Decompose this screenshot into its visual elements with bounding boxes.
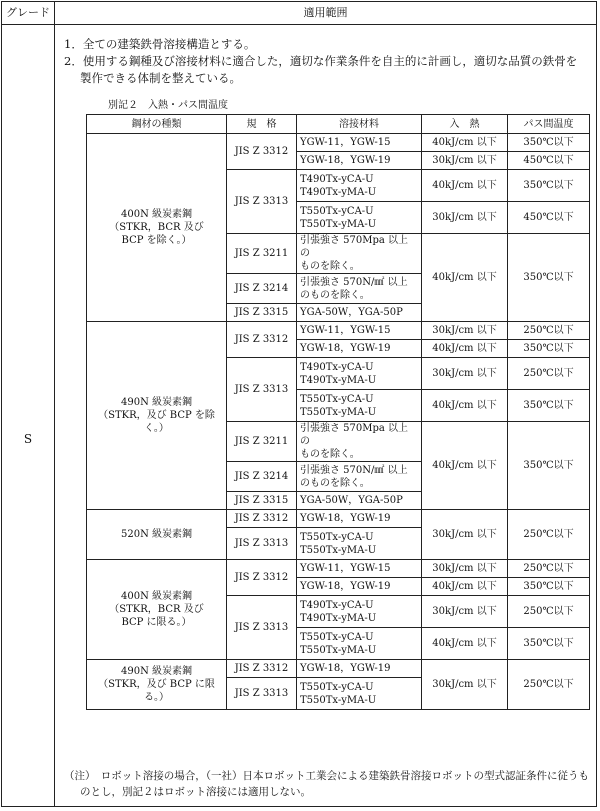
standard-cell bbox=[227, 560, 297, 596]
grade-divider bbox=[54, 24, 55, 806]
weld-material-line: YGW-11，YGW-15 bbox=[300, 563, 391, 574]
heat-input-text: 40kJ/cm 以下 bbox=[432, 460, 497, 471]
standard-cell bbox=[227, 274, 297, 304]
weld-material-line: T490Tx-yCA-U bbox=[300, 599, 374, 611]
standard-cell bbox=[227, 492, 297, 510]
interpass-temp-text: 350℃以下 bbox=[523, 581, 574, 592]
interpass-temp-text: 250℃以下 bbox=[523, 606, 574, 617]
document-frame bbox=[1, 1, 597, 807]
standard-text: JIS Z 3312 bbox=[234, 572, 289, 583]
col-header-heat-input: 入 熱 bbox=[422, 115, 508, 134]
interpass-temp-cell bbox=[508, 628, 590, 660]
heat-input-cell bbox=[422, 234, 508, 322]
material-line: BCP を除く。） bbox=[121, 235, 192, 246]
standard-text: JIS Z 3312 bbox=[234, 334, 289, 345]
standard-cell bbox=[227, 678, 297, 710]
header-row bbox=[2, 2, 596, 25]
heat-input-text: 40kJ/cm 以下 bbox=[432, 343, 497, 354]
heat-input-cell bbox=[422, 134, 508, 152]
interpass-temp-text: 350℃以下 bbox=[523, 272, 574, 283]
interpass-temp-text: 350℃以下 bbox=[523, 460, 574, 471]
material-cell bbox=[87, 134, 227, 322]
intro-line-3: 製作できる体制を整えている。 bbox=[80, 71, 241, 85]
interpass-temp-cell bbox=[508, 152, 590, 170]
standard-text: JIS Z 3313 bbox=[234, 622, 289, 633]
heat-input-text: 30kJ/cm 以下 bbox=[432, 679, 497, 690]
weld-material-line: T490Tx-yCA-U bbox=[300, 173, 374, 185]
standard-cell bbox=[227, 234, 297, 274]
weld-material-cell bbox=[297, 596, 422, 628]
material-line: 490N 級炭素鋼 bbox=[120, 666, 192, 677]
weld-material-line: のものを除く。 bbox=[300, 289, 370, 301]
weld-material-cell bbox=[297, 510, 422, 528]
standard-text: JIS Z 3211 bbox=[234, 248, 289, 259]
weld-material-cell bbox=[297, 390, 422, 422]
interpass-temp-cell bbox=[508, 340, 590, 358]
heat-input-cell bbox=[422, 202, 508, 234]
interpass-temp-text: 450℃以下 bbox=[523, 155, 574, 166]
weld-material-line: YGW-18，YGW-19 bbox=[300, 663, 391, 674]
weld-material-cell bbox=[297, 340, 422, 358]
material-line: （STKR，及び BCP を除く。） bbox=[98, 410, 215, 434]
weld-material-cell bbox=[297, 462, 422, 492]
interpass-temp-cell bbox=[508, 322, 590, 340]
heat-input-table bbox=[86, 114, 590, 710]
intro-line-1: 1．全ての建築鉄骨溶接構造とする。 bbox=[64, 37, 256, 51]
interpass-temp-text: 450℃以下 bbox=[523, 212, 574, 223]
footnote-line-1: （注） ロボット溶接の場合，（一社）日本ロボット工業会による建築鉄骨溶接ロボットの型式認証条件に従うも bbox=[64, 770, 589, 782]
heat-input-text: 30kJ/cm 以下 bbox=[432, 155, 497, 166]
interpass-temp-cell bbox=[508, 510, 590, 560]
material-line: （STKR，BCR 及び bbox=[109, 222, 204, 233]
standard-text: JIS Z 3315 bbox=[234, 307, 289, 318]
weld-material-cell bbox=[297, 170, 422, 202]
weld-material-line: T490Tx-yCA-U bbox=[300, 361, 374, 373]
heat-input-text: 30kJ/cm 以下 bbox=[432, 529, 497, 540]
weld-material-line: のものを除く。 bbox=[300, 477, 370, 489]
material-line: 490N 級炭素鋼 bbox=[120, 397, 192, 408]
standard-text: JIS Z 3312 bbox=[234, 513, 289, 524]
heat-input-cell bbox=[422, 422, 508, 510]
standard-text: JIS Z 3313 bbox=[234, 688, 289, 699]
interpass-temp-cell bbox=[508, 390, 590, 422]
grade-value: S bbox=[23, 432, 33, 446]
interpass-temp-cell bbox=[508, 560, 590, 578]
standard-text: JIS Z 3313 bbox=[234, 196, 289, 207]
weld-material-line: 引張強さ 570Mpa 以上の bbox=[300, 235, 409, 259]
weld-material-line: T550Tx-yMA-U bbox=[300, 544, 377, 556]
interpass-temp-text: 250℃以下 bbox=[523, 529, 574, 540]
heat-input-cell bbox=[422, 322, 508, 340]
weld-material-line: T550Tx-yCA-U bbox=[300, 681, 374, 693]
heat-input-text: 40kJ/cm 以下 bbox=[432, 400, 497, 411]
heat-input-text: 30kJ/cm 以下 bbox=[432, 563, 497, 574]
weld-material-line: YGW-11，YGW-15 bbox=[300, 325, 391, 336]
col-header-interpass-temp: パス間温度 bbox=[508, 115, 590, 134]
standard-cell bbox=[227, 660, 297, 678]
heat-input-text: 40kJ/cm 以下 bbox=[432, 638, 497, 649]
standard-cell bbox=[227, 134, 297, 170]
weld-material-cell bbox=[297, 660, 422, 678]
weld-material-line: YGW-18，YGW-19 bbox=[300, 343, 391, 354]
standard-cell bbox=[227, 358, 297, 422]
material-line: 520N 級炭素鋼 bbox=[120, 529, 192, 540]
standard-text: JIS Z 3214 bbox=[234, 283, 289, 294]
weld-material-cell bbox=[297, 322, 422, 340]
weld-material-line: T550Tx-yCA-U bbox=[300, 631, 374, 643]
heat-input-cell bbox=[422, 152, 508, 170]
standard-cell bbox=[227, 528, 297, 560]
standard-cell bbox=[227, 304, 297, 322]
interpass-temp-cell bbox=[508, 660, 590, 710]
weld-material-line: 引張強さ 570Mpa 以上の bbox=[300, 423, 409, 447]
heat-input-cell bbox=[422, 390, 508, 422]
weld-material-cell bbox=[297, 578, 422, 596]
weld-material-cell bbox=[297, 152, 422, 170]
interpass-temp-cell bbox=[508, 422, 590, 510]
weld-material-line: YGW-18，YGW-19 bbox=[300, 155, 391, 166]
heat-input-text: 30kJ/cm 以下 bbox=[432, 606, 497, 617]
standard-text: JIS Z 3214 bbox=[234, 471, 289, 482]
standard-text: JIS Z 3313 bbox=[234, 384, 289, 395]
col-header-material: 鋼材の種類 bbox=[87, 115, 227, 134]
table-row bbox=[87, 660, 590, 678]
table-row bbox=[87, 510, 590, 528]
weld-material-line: 引張強さ 570N/㎟ 以上 bbox=[300, 276, 408, 288]
weld-material-cell bbox=[297, 560, 422, 578]
material-line: （STKR，BCR 及び bbox=[109, 604, 204, 615]
heat-input-cell bbox=[422, 358, 508, 390]
weld-material-line: ものを除く。 bbox=[300, 449, 360, 460]
weld-material-line: T490Tx-yMA-U bbox=[300, 612, 377, 624]
scope-header: 適用範囲 bbox=[303, 6, 348, 19]
interpass-temp-text: 250℃以下 bbox=[523, 563, 574, 574]
weld-material-line: YGW-18，YGW-19 bbox=[300, 581, 391, 592]
table-row bbox=[87, 560, 590, 578]
weld-material-cell bbox=[297, 528, 422, 560]
interpass-temp-cell bbox=[508, 596, 590, 628]
weld-material-cell bbox=[297, 358, 422, 390]
weld-material-line: ものを除く。 bbox=[300, 261, 360, 272]
weld-material-cell bbox=[297, 202, 422, 234]
material-line: 400N 級炭素鋼 bbox=[120, 591, 192, 602]
material-cell bbox=[87, 510, 227, 560]
heat-input-cell bbox=[422, 510, 508, 560]
footnote-line-2: のとし，別記２はロボット溶接には適用しない。 bbox=[80, 786, 311, 798]
interpass-temp-cell bbox=[508, 170, 590, 202]
interpass-temp-text: 350℃以下 bbox=[523, 137, 574, 148]
weld-material-line: T490Tx-yMA-U bbox=[300, 374, 377, 386]
table-row bbox=[87, 322, 590, 340]
standard-text: JIS Z 3315 bbox=[234, 495, 289, 506]
weld-material-line: YGA-50W，YGA-50P bbox=[300, 495, 403, 506]
heat-input-text: 40kJ/cm 以下 bbox=[432, 581, 497, 592]
heat-input-cell bbox=[422, 340, 508, 358]
weld-material-line: T490Tx-yMA-U bbox=[300, 186, 377, 198]
interpass-temp-text: 250℃以下 bbox=[523, 368, 574, 379]
material-line: BCP に限る。） bbox=[121, 617, 192, 628]
footnote bbox=[64, 768, 592, 800]
heat-input-text: 40kJ/cm 以下 bbox=[432, 137, 497, 148]
standard-text: JIS Z 3211 bbox=[234, 436, 289, 447]
interpass-temp-text: 350℃以下 bbox=[523, 180, 574, 191]
weld-material-line: T550Tx-yMA-U bbox=[300, 644, 377, 656]
interpass-temp-cell bbox=[508, 578, 590, 596]
heat-input-cell bbox=[422, 660, 508, 710]
weld-material-line: T550Tx-yMA-U bbox=[300, 218, 377, 230]
table-row bbox=[87, 134, 590, 152]
interpass-temp-text: 350℃以下 bbox=[523, 343, 574, 354]
grade-header: グレード bbox=[2, 2, 55, 24]
heat-input-text: 30kJ/cm 以下 bbox=[432, 212, 497, 223]
heat-input-text: 40kJ/cm 以下 bbox=[432, 180, 497, 191]
col-header-weld-material: 溶接材料 bbox=[297, 115, 422, 134]
standard-cell bbox=[227, 170, 297, 234]
material-line: 400N 級炭素鋼 bbox=[120, 209, 192, 220]
intro-line-2: 2．使用する鋼種及び溶接材料に適合した，適切な作業条件を自主的に計画し，適切な品質の鉄骨を bbox=[64, 54, 578, 68]
weld-material-line: T550Tx-yCA-U bbox=[300, 531, 374, 543]
col-header-standard: 規 格 bbox=[227, 115, 297, 134]
standard-text: JIS Z 3312 bbox=[234, 146, 289, 157]
weld-material-cell bbox=[297, 628, 422, 660]
weld-material-line: 引張強さ 570N/㎟ 以上 bbox=[300, 464, 408, 476]
interpass-temp-cell bbox=[508, 202, 590, 234]
heat-input-cell bbox=[422, 578, 508, 596]
intro-text bbox=[64, 36, 592, 87]
weld-material-cell bbox=[297, 134, 422, 152]
weld-material-line: T550Tx-yMA-U bbox=[300, 694, 377, 706]
standard-cell bbox=[227, 596, 297, 660]
heat-input-cell bbox=[422, 628, 508, 660]
material-cell bbox=[87, 660, 227, 710]
weld-material-cell bbox=[297, 422, 422, 462]
heat-input-cell bbox=[422, 560, 508, 578]
interpass-temp-cell bbox=[508, 358, 590, 390]
standard-cell bbox=[227, 462, 297, 492]
weld-material-line: YGW-11，YGW-15 bbox=[300, 137, 391, 148]
standard-cell bbox=[227, 322, 297, 358]
material-cell bbox=[87, 560, 227, 660]
standard-text: JIS Z 3313 bbox=[234, 538, 289, 549]
interpass-temp-cell bbox=[508, 134, 590, 152]
heat-input-cell bbox=[422, 170, 508, 202]
standard-text: JIS Z 3312 bbox=[234, 663, 289, 674]
weld-material-cell bbox=[297, 678, 422, 710]
standard-cell bbox=[227, 422, 297, 462]
weld-material-cell bbox=[297, 304, 422, 322]
weld-material-line: T550Tx-yMA-U bbox=[300, 406, 377, 418]
weld-material-cell bbox=[297, 274, 422, 304]
heat-input-text: 40kJ/cm 以下 bbox=[432, 272, 497, 283]
material-cell bbox=[87, 322, 227, 510]
interpass-temp-text: 250℃以下 bbox=[523, 325, 574, 336]
interpass-temp-text: 350℃以下 bbox=[523, 638, 574, 649]
heat-input-cell bbox=[422, 596, 508, 628]
interpass-temp-text: 250℃以下 bbox=[523, 679, 574, 690]
interpass-temp-cell bbox=[508, 234, 590, 322]
weld-material-cell bbox=[297, 492, 422, 510]
interpass-temp-text: 350℃以下 bbox=[523, 400, 574, 411]
table-caption: 別記２ 入熱・パス間温度 bbox=[108, 100, 228, 111]
weld-material-line: YGW-18，YGW-19 bbox=[300, 513, 391, 524]
heat-input-text: 30kJ/cm 以下 bbox=[432, 325, 497, 336]
weld-material-line: T550Tx-yCA-U bbox=[300, 205, 374, 217]
standard-cell bbox=[227, 510, 297, 528]
heat-input-text: 30kJ/cm 以下 bbox=[432, 368, 497, 379]
material-line: （STKR，及び BCP に限る。） bbox=[98, 679, 215, 703]
weld-material-line: T550Tx-yCA-U bbox=[300, 393, 374, 405]
weld-material-line: YGA-50W，YGA-50P bbox=[300, 307, 403, 318]
table-header-row bbox=[87, 115, 590, 134]
weld-material-cell bbox=[297, 234, 422, 274]
